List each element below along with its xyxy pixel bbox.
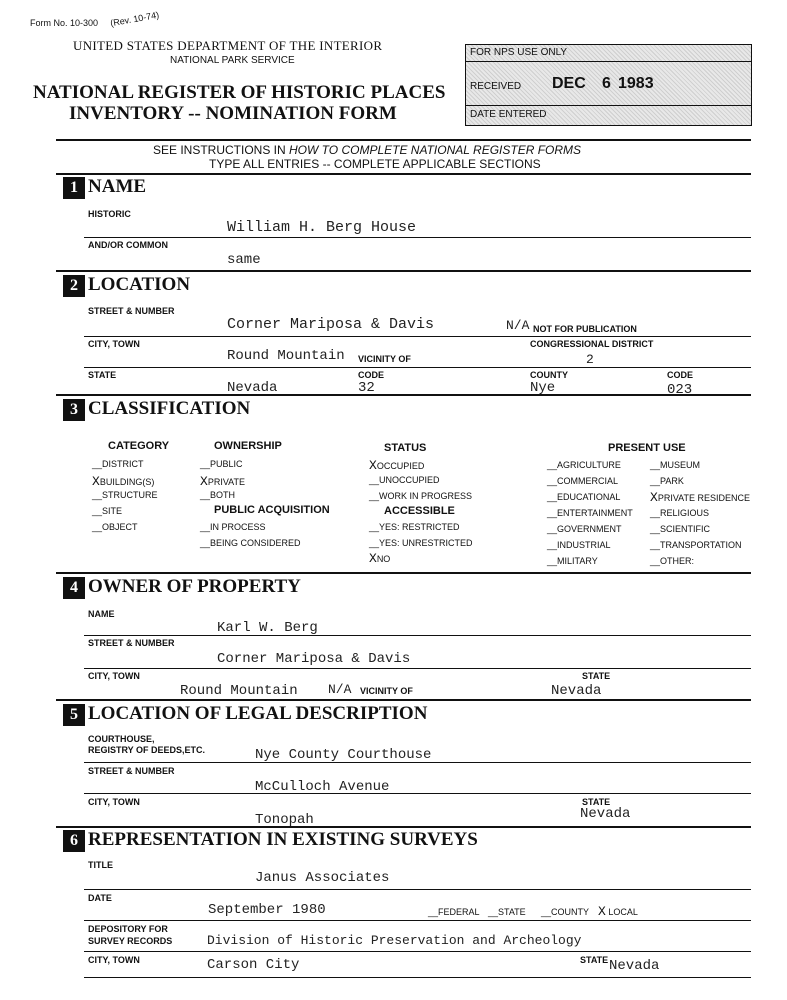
divider (84, 237, 751, 238)
status-unoccupied: __UNOCCUPIED (369, 475, 440, 485)
option-label: IN PROCESS (210, 522, 266, 532)
city-value: Round Mountain (227, 348, 345, 364)
county-code-value: 023 (667, 382, 693, 398)
status-occupied (369, 458, 424, 473)
owner-name-value: Karl W. Berg (217, 620, 318, 636)
congressional-district-value: 2 (586, 352, 594, 367)
category-district: __DISTRICT (92, 459, 144, 469)
instructions-prefix: SEE INSTRUCTIONS IN (153, 143, 290, 157)
option-label: BOTH (210, 490, 236, 500)
divider (56, 270, 751, 272)
divider (56, 139, 751, 141)
option-label: DISTRICT (102, 459, 144, 469)
state-label: STATE (88, 370, 117, 380)
option-label: OBJECT (102, 522, 138, 532)
checked-mark: X (598, 904, 606, 919)
divider (56, 826, 751, 828)
divider (56, 173, 751, 175)
option-label: OCCUPIED (376, 461, 425, 471)
common-label: AND/OR COMMON (88, 240, 168, 250)
courthouse-label-line2: REGISTRY OF DEEDS,ETC. (88, 745, 206, 755)
level-state: __STATE (488, 907, 526, 917)
public-acquisition-heading: PUBLIC ACQUISITION (214, 504, 330, 516)
state-code-value: 32 (358, 380, 375, 396)
legal-city-label: CITY, TOWN (88, 797, 140, 807)
checked-mark: X (92, 474, 100, 489)
option-label: GOVERNMENT (557, 524, 622, 534)
checked-mark: X (369, 551, 377, 566)
option-label: STATE (498, 907, 526, 917)
divider (84, 762, 751, 763)
county-code-label: CODE (667, 370, 694, 380)
use-other: __OTHER: (650, 556, 695, 566)
level-county: __COUNTY (541, 907, 590, 917)
category-heading: CATEGORY (108, 440, 170, 452)
use-entertainment: __ENTERTAINMENT (547, 508, 633, 518)
legal-state-label: STATE (582, 797, 611, 807)
survey-date-label: DATE (88, 893, 112, 903)
ownership-heading: OWNERSHIP (214, 440, 282, 452)
acquisition-being-considered: __BEING CONSIDERED (200, 538, 301, 548)
survey-title-label: TITLE (88, 860, 113, 870)
accessible-unrestricted: __YES: UNRESTRICTED (369, 538, 473, 548)
survey-title-value: Janus Associates (255, 870, 390, 886)
section-6-number: 6 (63, 830, 85, 852)
option-label: PUBLIC (210, 459, 243, 469)
courthouse-value: Nye County Courthouse (255, 747, 432, 763)
department-name: UNITED STATES DEPARTMENT OF THE INTERIOR (73, 38, 383, 53)
option-label: UNOCCUPIED (379, 475, 440, 485)
divider (84, 920, 751, 921)
owner-vicinity-mark: N/A (328, 682, 352, 697)
present-use-heading: PRESENT USE (608, 442, 686, 454)
county-label: COUNTY (530, 370, 568, 380)
status-heading: STATUS (384, 442, 427, 454)
option-label: INDUSTRIAL (557, 540, 611, 550)
option-label: YES: UNRESTRICTED (379, 538, 473, 548)
depository-label-line1: DEPOSITORY FOR (88, 924, 168, 934)
depository-label-line2: SURVEY RECORDS (88, 936, 173, 946)
option-label: PRIVATE (207, 477, 245, 487)
form-title-line2: INVENTORY -- NOMINATION FORM (69, 103, 397, 124)
instructions-line1 (153, 143, 581, 157)
legal-street-value: McCulloch Avenue (255, 779, 390, 795)
code-label: CODE (358, 370, 385, 380)
option-label: MILITARY (557, 556, 598, 566)
use-industrial: __INDUSTRIAL (547, 540, 611, 550)
use-transportation: __TRANSPORTATION (650, 540, 742, 550)
section-4-number: 4 (63, 577, 85, 599)
congressional-district-label: CONGRESSIONAL DISTRICT (530, 339, 654, 349)
not-for-publication-mark: N/A (506, 318, 530, 333)
accessible-no (369, 551, 390, 566)
owner-state-value: Nevada (551, 683, 602, 699)
option-label: BUILDING(S) (99, 477, 155, 487)
nps-use-box (465, 44, 752, 126)
acquisition-in-process: __IN PROCESS (200, 522, 266, 532)
option-label: AGRICULTURE (557, 460, 621, 470)
level-local (598, 904, 638, 919)
use-agriculture: __AGRICULTURE (547, 460, 621, 470)
divider (84, 889, 751, 890)
option-label: EDUCATIONAL (557, 492, 621, 502)
use-educational: __EDUCATIONAL (547, 492, 621, 502)
accessible-restricted: __YES: RESTRICTED (369, 522, 460, 532)
option-label: WORK IN PROGRESS (379, 491, 473, 501)
state-value: Nevada (227, 380, 278, 396)
section-3-number: 3 (63, 399, 85, 421)
use-private-residence (650, 490, 750, 505)
divider (56, 699, 751, 701)
ownership-both: __BOTH (200, 490, 236, 500)
instructions-line2: TYPE ALL ENTRIES -- COMPLETE APPLICABLE SECTIONS (209, 157, 541, 171)
owner-city-value: Round Mountain (180, 683, 298, 699)
received-day: 6 (602, 75, 611, 92)
use-commercial: __COMMERCIAL (547, 476, 619, 486)
street-label: STREET & NUMBER (88, 306, 175, 316)
city-label: CITY, TOWN (88, 339, 140, 349)
legal-state-value: Nevada (580, 806, 631, 822)
divider (56, 394, 751, 396)
option-label: PRIVATE RESIDENCE (657, 493, 750, 503)
divider (84, 668, 751, 669)
received-year: 1983 (618, 75, 654, 92)
service-name: NATIONAL PARK SERVICE (170, 55, 295, 66)
use-government: __GOVERNMENT (547, 524, 622, 534)
street-value: Corner Mariposa & Davis (227, 316, 435, 333)
owner-state-label: STATE (582, 671, 611, 681)
depository-value: Division of Historic Preservation and Archeology (207, 933, 582, 948)
category-buildings (92, 474, 154, 489)
category-object: __OBJECT (92, 522, 138, 532)
option-label: FEDERAL (438, 907, 480, 917)
section-2-title: LOCATION (88, 274, 191, 295)
option-label: MUSEUM (660, 460, 701, 470)
nps-use-label: FOR NPS USE ONLY (470, 47, 568, 58)
section-4-title: OWNER OF PROPERTY (88, 576, 301, 597)
historic-label: HISTORIC (88, 209, 131, 219)
use-military: __MILITARY (547, 556, 598, 566)
not-for-publication-label: NOT FOR PUBLICATION (533, 324, 637, 334)
section-1-title: NAME (88, 176, 147, 197)
option-label: PARK (660, 476, 684, 486)
ownership-private (200, 474, 245, 489)
section-5-title: LOCATION OF LEGAL DESCRIPTION (88, 703, 428, 724)
legal-city-value: Tonopah (255, 812, 314, 828)
owner-street-value: Corner Mariposa & Davis (217, 651, 411, 667)
ownership-public: __PUBLIC (200, 459, 243, 469)
depository-state-label: STATE (580, 955, 609, 965)
option-label: RELIGIOUS (660, 508, 710, 518)
courthouse-label-line1: COURTHOUSE, (88, 734, 155, 744)
depository-city-value: Carson City (207, 957, 300, 973)
legal-street-label: STREET & NUMBER (88, 766, 175, 776)
owner-vicinity-label: VICINITY OF (360, 686, 413, 696)
survey-date-value: September 1980 (208, 902, 326, 918)
received-label: RECEIVED (470, 81, 522, 92)
use-scientific: __SCIENTIFIC (650, 524, 711, 534)
option-label: SCIENTIFIC (660, 524, 711, 534)
owner-city-label: CITY, TOWN (88, 671, 140, 681)
checked-mark: X (369, 458, 377, 473)
historic-name: William H. Berg House (227, 219, 417, 236)
option-label: STRUCTURE (102, 490, 158, 500)
option-label: SITE (102, 506, 123, 516)
divider (84, 977, 751, 978)
form-title-line1: NATIONAL REGISTER OF HISTORIC PLACES (33, 82, 446, 103)
option-label: BEING CONSIDERED (210, 538, 301, 548)
option-label: COUNTY (551, 907, 590, 917)
divider (84, 951, 751, 952)
category-structure: __STRUCTURE (92, 490, 158, 500)
category-site: __SITE (92, 506, 123, 516)
use-park: __PARK (650, 476, 684, 486)
checked-mark: X (200, 474, 208, 489)
owner-name-label: NAME (88, 609, 115, 619)
option-label: TRANSPORTATION (660, 540, 742, 550)
section-1-number: 1 (63, 177, 85, 199)
checked-mark: X (650, 490, 658, 505)
instructions-form-title: HOW TO COMPLETE NATIONAL REGISTER FORMS (289, 143, 582, 157)
option-label: YES: RESTRICTED (379, 522, 460, 532)
option-label: OTHER: (660, 556, 695, 566)
common-name: same (227, 252, 261, 268)
option-label: COMMERCIAL (557, 476, 619, 486)
divider (84, 635, 751, 636)
county-value: Nye (530, 380, 556, 396)
divider (56, 572, 751, 574)
divider (84, 367, 751, 368)
depository-city-label: CITY, TOWN (88, 955, 140, 965)
use-religious: __RELIGIOUS (650, 508, 710, 518)
section-6-title: REPRESENTATION IN EXISTING SURVEYS (88, 829, 478, 850)
option-label: LOCAL (608, 907, 638, 917)
status-work-in-progress: __WORK IN PROGRESS (369, 491, 473, 501)
section-2-number: 2 (63, 275, 85, 297)
received-month: DEC (552, 75, 586, 92)
use-museum: __MUSEUM (650, 460, 701, 470)
divider (84, 336, 751, 337)
vicinity-label: VICINITY OF (358, 354, 411, 364)
section-5-number: 5 (63, 704, 85, 726)
date-entered-label: DATE ENTERED (470, 109, 547, 120)
divider (84, 793, 751, 794)
option-label: ENTERTAINMENT (557, 508, 633, 518)
form-number: Form No. 10-300 (30, 18, 99, 28)
depository-state-value: Nevada (609, 958, 660, 974)
owner-street-label: STREET & NUMBER (88, 638, 175, 648)
accessible-heading: ACCESSIBLE (384, 505, 455, 517)
section-3-title: CLASSIFICATION (88, 398, 251, 419)
form-revision: (Rev. 10-74) (109, 9, 160, 29)
level-federal: __FEDERAL (428, 907, 480, 917)
option-label: NO (376, 554, 391, 564)
